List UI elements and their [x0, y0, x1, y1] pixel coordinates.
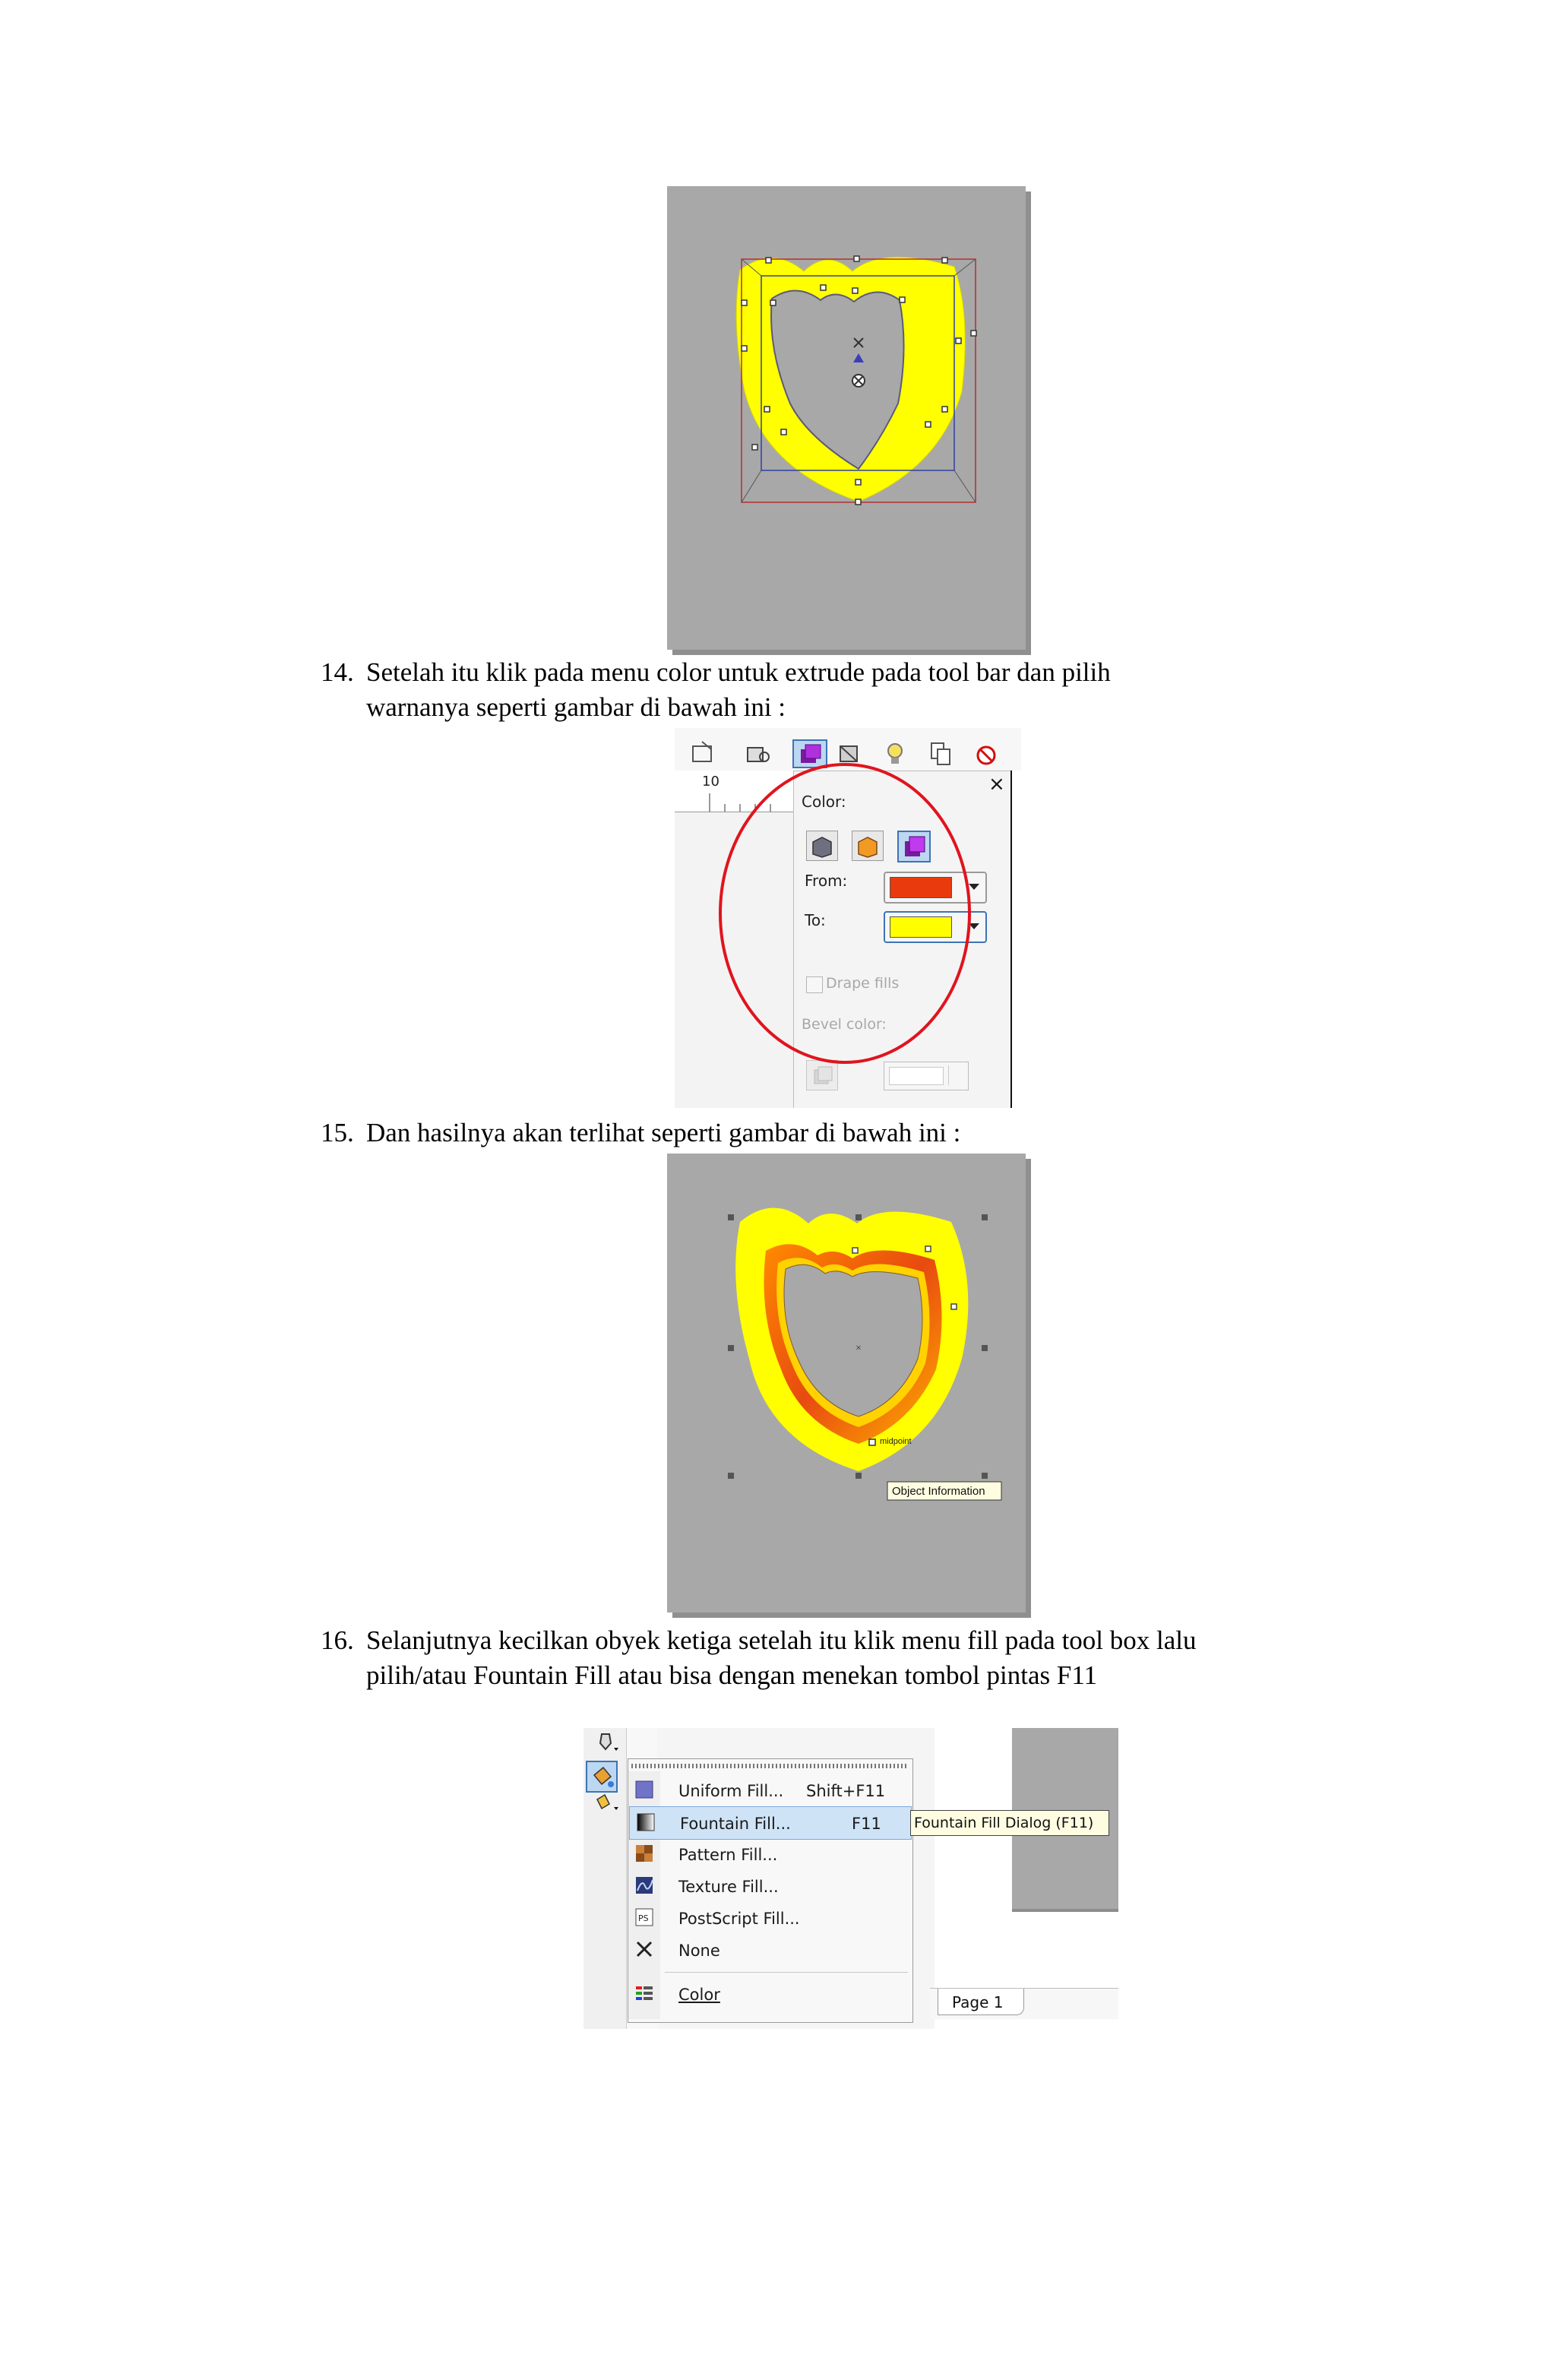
toolbox	[584, 1728, 626, 2029]
extrude-canvas-screenshot	[667, 186, 1026, 650]
menu-item-label: Pattern Fill...	[678, 1846, 778, 1864]
fountain-fill-menu-item[interactable]	[629, 1806, 912, 1840]
to-color-swatch	[890, 916, 952, 938]
extrude-color-popup	[793, 771, 1012, 1108]
uniform-fill-menu-item[interactable]	[628, 1774, 911, 1806]
drape-fills-checkbox[interactable]	[806, 976, 823, 993]
page-tab-bar	[930, 1988, 1118, 2019]
flyout-grip[interactable]	[631, 1764, 908, 1768]
step-text-line1: Dan hasilnya akan terlihat seperti gambar di bawah ini :	[366, 1118, 961, 1147]
menu-item-label: PostScript Fill...	[678, 1910, 800, 1928]
midpoint-label: midpoint	[880, 1437, 912, 1446]
postscript-glyph: PS	[638, 1913, 649, 1923]
color-icon	[634, 1983, 654, 2003]
color-section-label: Color:	[802, 793, 846, 811]
none-icon	[634, 1939, 654, 1959]
extrude-lighting-icon[interactable]	[888, 744, 902, 764]
drape-fills-label: Drape fills	[826, 975, 900, 992]
menu-separator	[665, 1972, 908, 1973]
use-solid-color-button[interactable]	[852, 831, 884, 861]
use-object-fill-button[interactable]	[806, 831, 838, 861]
clear-extrude-icon[interactable]	[978, 747, 995, 764]
copy-extrude-icon[interactable]	[931, 743, 950, 764]
menu-item-label: Uniform Fill...	[678, 1782, 784, 1800]
fill-flyout-menu	[628, 1758, 913, 2023]
from-label: From:	[805, 872, 848, 890]
bevel-color-icon	[806, 1060, 838, 1090]
midpoint-node	[869, 1439, 875, 1445]
to-label: To:	[805, 911, 826, 929]
result-canvas-screenshot	[667, 1154, 1026, 1613]
outline-pen-tool-icon[interactable]	[600, 1734, 618, 1751]
step-number: 15.	[321, 1118, 354, 1147]
step-text-line2: pilih/atau Fountain Fill atau bisa dengan menekan tombol pintas F11	[366, 1660, 1098, 1690]
chevron-down-icon	[969, 923, 979, 929]
extrude-toolbar-icon-1[interactable]	[693, 742, 711, 761]
step-15	[321, 1116, 1308, 1150]
horizontal-ruler	[675, 771, 793, 812]
tooltip-text: Fountain Fill Dialog (F11)	[914, 1815, 1094, 1831]
canvas-edge	[1010, 771, 1021, 1108]
step-text-line1: Selanjutnya kecilkan obyek ketiga setelah itu klik menu fill pada tool box lalu	[366, 1625, 1197, 1655]
pattern-fill-icon	[634, 1844, 654, 1863]
step-text-line2: warnanya seperti gambar di bawah ini :	[366, 692, 786, 722]
to-color-picker[interactable]	[884, 911, 987, 943]
no-fill-menu-item[interactable]	[628, 1934, 911, 1966]
pattern-fill-menu-item[interactable]	[628, 1838, 911, 1870]
step-number: 16.	[321, 1625, 354, 1655]
fill-tool-button[interactable]	[587, 1761, 617, 1792]
postscript-fill-icon	[634, 1907, 654, 1927]
result-shield-drawing	[667, 1154, 1026, 1613]
interactive-fill-tool-icon[interactable]	[597, 1795, 618, 1810]
ruler-tick-label: 10	[702, 774, 719, 790]
center-mark: ×	[855, 1343, 862, 1354]
step-text-line1: Setelah itu klik pada menu color untuk extrude pada tool bar dan pilih	[366, 657, 1111, 687]
from-color-swatch	[890, 877, 952, 898]
from-color-picker[interactable]	[884, 872, 987, 904]
property-toolbar	[675, 728, 1021, 771]
postscript-fill-menu-item[interactable]	[628, 1902, 911, 1934]
fountain-fill-tooltip	[910, 1810, 1109, 1836]
menu-item-label: Color	[678, 1986, 720, 2004]
step-16	[321, 1623, 1339, 1693]
step-number: 14.	[321, 657, 354, 687]
bevel-color-picker	[884, 1062, 969, 1090]
object-information-tooltip: Object Information	[892, 1485, 985, 1498]
page-tab-label: Page 1	[952, 1993, 1004, 2011]
uniform-fill-icon	[634, 1780, 654, 1799]
texture-fill-icon	[634, 1875, 654, 1895]
extrude-color-panel-screenshot	[675, 728, 1021, 1108]
menu-item-label: None	[678, 1942, 720, 1960]
step-14	[321, 655, 1308, 725]
chevron-down-icon	[969, 884, 979, 890]
use-color-shading-button[interactable]	[897, 831, 931, 862]
close-icon[interactable]: ×	[988, 773, 1005, 796]
texture-fill-menu-item[interactable]	[628, 1870, 911, 1902]
page-1-tab[interactable]	[938, 1989, 1024, 2015]
extrude-color-button[interactable]	[793, 740, 827, 767]
extrude-toolbar-icon-2[interactable]	[748, 748, 769, 761]
extrude-bevel-icon[interactable]	[840, 746, 857, 761]
menu-item-shortcut: F11	[852, 1815, 881, 1833]
color-docker-menu-item[interactable]	[628, 1978, 911, 2010]
extruded-shield-drawing	[667, 186, 1026, 650]
menu-item-label: Texture Fill...	[678, 1878, 779, 1896]
bevel-color-label: Bevel color:	[802, 1016, 887, 1033]
fill-flyout-screenshot	[584, 1728, 1118, 2029]
menu-item-label: Fountain Fill...	[680, 1815, 791, 1833]
menu-item-shortcut: Shift+F11	[806, 1782, 886, 1800]
fountain-fill-icon	[636, 1812, 656, 1832]
